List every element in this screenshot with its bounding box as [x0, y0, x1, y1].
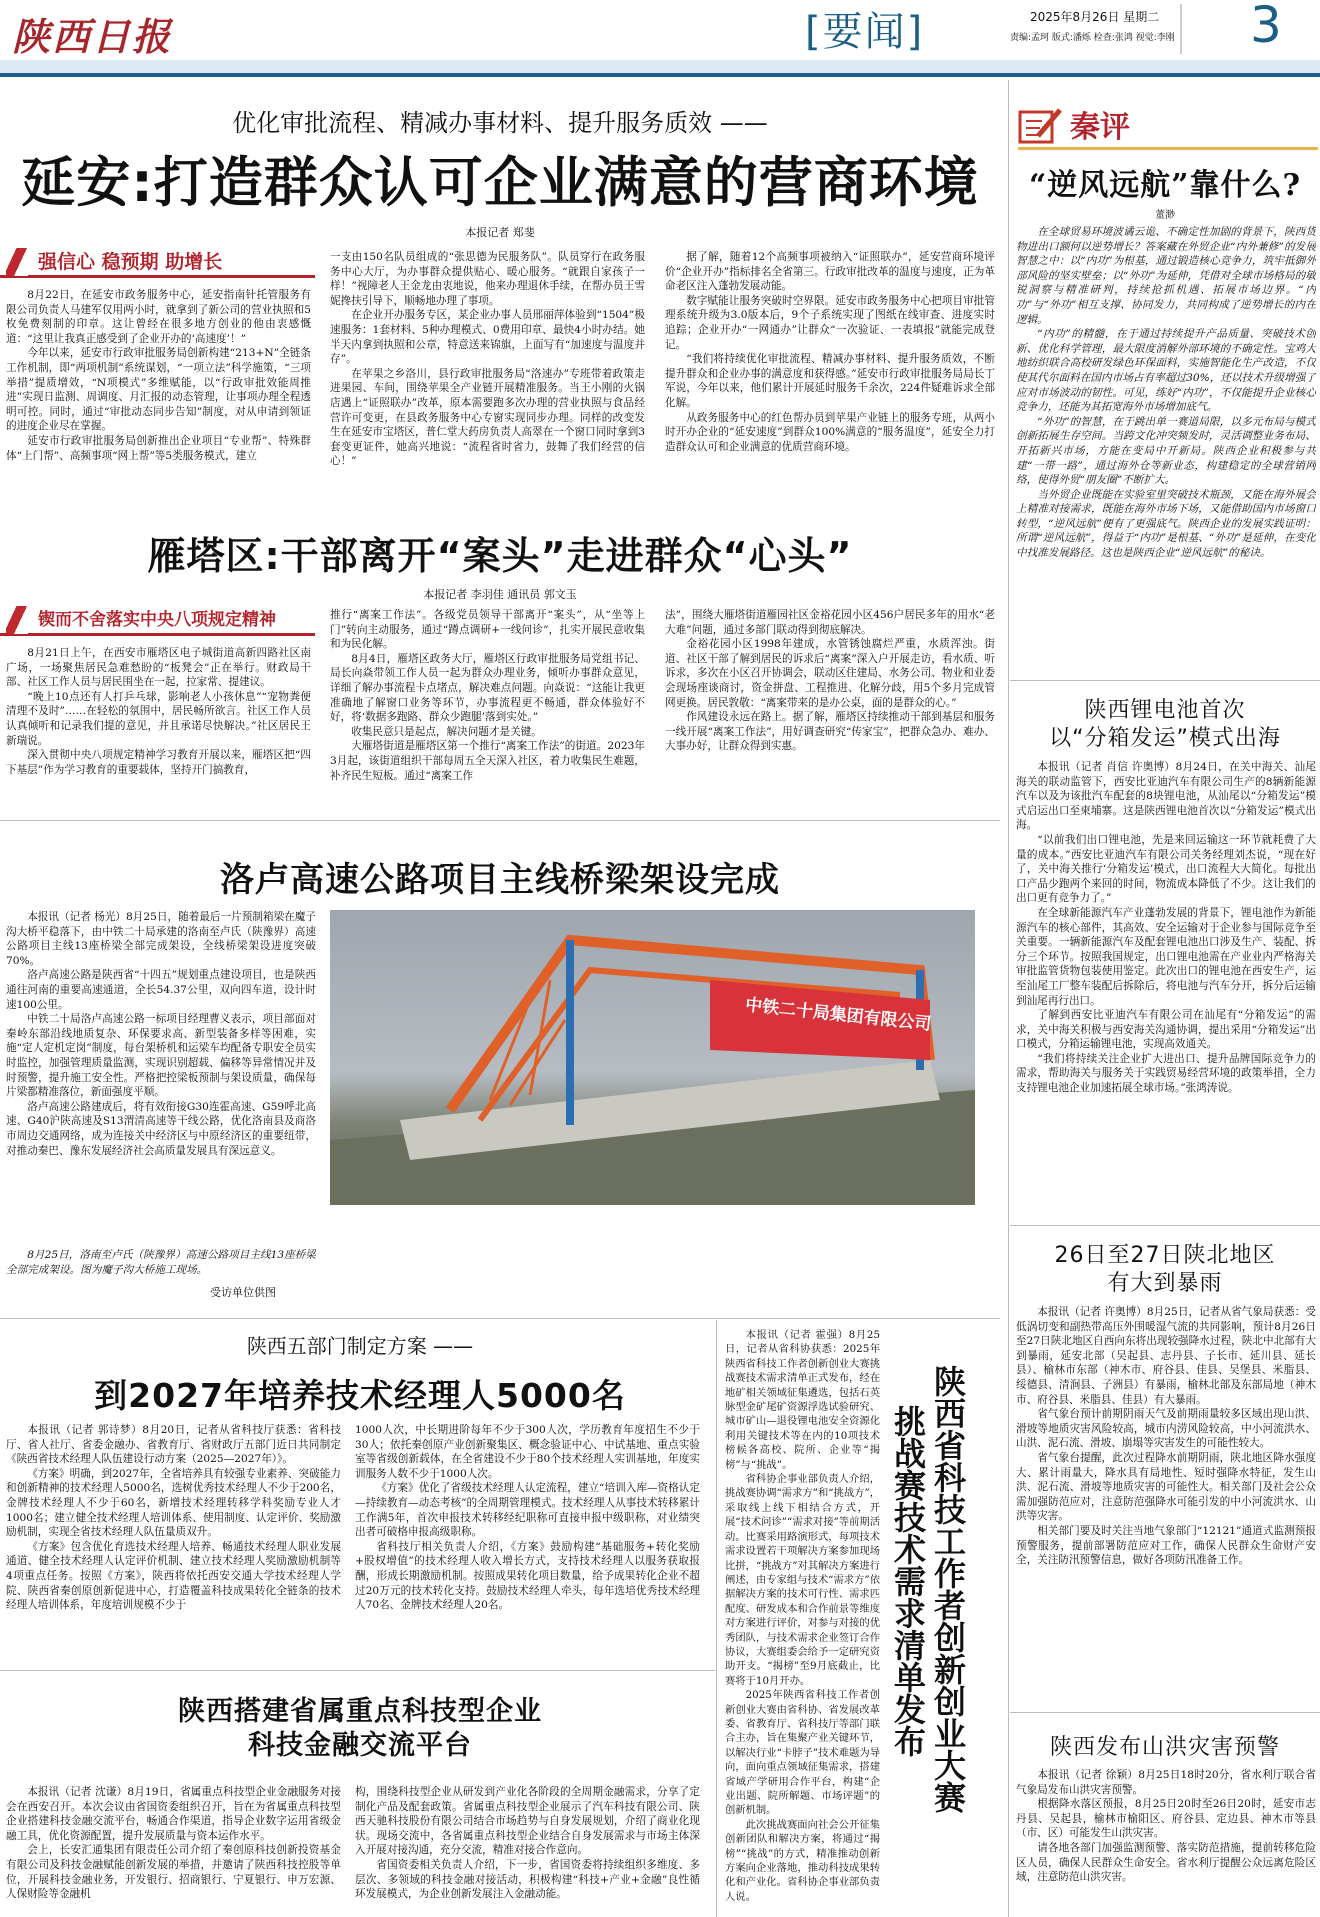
article-column — [665, 608, 995, 806]
paragraph: 根据降水落区预报，8月25日20时至26日20时，延安市志丹县、吴起县，榆林市榆阳区、府谷县、定边县、神木市等县（市、区）可能发生山洪灾害。 — [1016, 1798, 1316, 1840]
paragraph: 洛卢高速公路建成后，将有效衔接G30连霍高速、G59呼北高速、G40沪陕高速及S13渭清高速等干线公路，优化洛南县及商洛市周边交通网络，成为连接关中经济区与中原经济区的重要纽带，对推动秦巴、豫东发展经济社会高质量发展具有深远意义。 — [6, 1100, 316, 1157]
paragraph: 8月4日，雁塔区政务大厅，雁塔区行政审批服务局党组书记、局长向焱带领工作人员一起为群众办理业务，倾听办事群众意见，详细了解办事流程卡点堵点，解决难点问题。向焱说：“这能让我更准确地了解窗口业务等环节，办事流程更不畅通，群众体验好不好，将‘数据多跑路、群众少跑腿’落到实处。” — [330, 652, 645, 724]
paragraph: 《方案》包含优化育选技术经理人培养、畅通技术经理人职业发展通道、健全技术经理人认定评价机制、建立技术经理人奖励激励机制等4项重点任务。按照《方案》，陕西将依托西安交通大学技术经理人学院、陕西省秦创原创新促进中心，打造覆盖科技成果转化全链条的技术经理人培训体系，年度培训规模不少于 — [6, 1540, 341, 1612]
pen-notepad-icon — [1018, 106, 1064, 146]
paragraph: 当外贸企业既能在实验室里突破技术瓶颈，又能在海外展会上精准对接需求，既能在海外市场下场，又能借助国内市场窗口转型，“逆风远航”便有了更强底气。陕西企业的发展实践证明：所谓“逆风远航”，得益于“内功”是根基、“外功”是延伸，在变化中找准发展路径。这也是陕西企业“逆风远航”的秘诀。 — [1016, 488, 1316, 560]
paragraph: 本报讯（记者 沈谦）8月19日，省属重点科技型企业金融服务对接会在西安召开。本次会议由省国资委组织召开，旨在为省属重点科技型企业搭建科技金融交流平台，畅通合作渠道，指导企业数字运用省级金融工具，优化资源配置，提升发展质量与资本运作水平。 — [6, 1786, 341, 1842]
divider — [1010, 1225, 1320, 1226]
paragraph: 《方案》明确，到2027年，全省培养具有较强专业素养、突破能力和创新精神的技术经理人5000名，选树优秀技术经理人不少于200名，金牌技术经理人不少于60名，新增技术经理转移学科奖励专业人才1000名；建立健全技术经理人培训体系、使用制度、认定评价、奖励激励机制，实现全省技术经理人队伍量质双升。 — [6, 1467, 341, 1539]
headline-line: 有大到暴雨 — [1107, 1271, 1223, 1296]
paragraph: 省科技厅相关负责人介绍，《方案》鼓励构建“基础服务+转化奖励+股权增值”的技术经理人收入增长方式，支持技术经理人以服务获取报酬，形成长期激励机制。按照成果转化项目数量，给予成果转化企业不超过20万元的技术转化支持。鼓励技术经理人牵头，每年选培优秀技术经理人70名、金牌技术经理人20名。 — [355, 1540, 700, 1612]
paragraph: 相关部门要及时关注当地气象部门“12121”通道式监测预报预警服务，提前部署防范应对工作，确保人民群众生命财产安全，关注防汛预警信息，做好各项防汛准备工作。 — [1016, 1524, 1316, 1567]
headline-line: 挑战赛技术需求清单发布 — [889, 1405, 927, 1757]
paragraph: 省科协企事业部负责人介绍，挑战赛协调“需求方”和“挑战方”，采取线上线下相结合方式，开展“技术问诊”“需求对接”等前期活动。比赛采用路演形式，每项技术需求设置若干项解决方案参加现场比拼，“挑战方”对其解决方案进行阐述，由专家组与技术“需求方”依据解决方案的技术可行性、需求匹配度、研发成本和合作前景等维度对方案进行评价，对参与对接的优秀团队，与技术需求企业签订合作协议，大赛组委会给予一定研究资助开支。“揭榜”至9月底截止，比赛将于10月开办。 — [725, 1473, 880, 1687]
paragraph: 省国资委相关负责人介绍，下一步，省国资委将持续组织多维度、多层次、多领域的科技金融对接活动，积极构建“科技+产业+金融”良性循环发展模式，为企业创新发展注入金融动能。 — [355, 1858, 700, 1901]
paragraph: 延安市行政审批服务局创新推出企业项目“专业帮”、特殊群体“上门帮”、高频事项“网上帮”等5类服务模式，建立 — [6, 434, 311, 462]
issue-date: 2025年8月26日 星期二 — [1030, 10, 1160, 24]
article-headline — [1010, 697, 1320, 753]
article-body — [1016, 225, 1316, 665]
article-byline: 本报记者 李羽佳 通讯员 郭文玉 — [423, 588, 577, 601]
paragraph: 从政务服务中心的红色帮办员到苹果产业链上的服务专班，从两小时开办企业的“延安速度”到群众100%满意的“服务温度”，延安全力打造群众认可和企业满意的优质营商环境。 — [665, 411, 995, 453]
headline-line: 陕西搭建省属重点科技型企业 — [178, 1696, 542, 1727]
paragraph: 收集民意只是起点，解决问题才是关键。 — [351, 725, 542, 738]
article-headline: “逆风远航”靠什么? — [1028, 168, 1302, 203]
headline-line: 陕西省科技工作者创新创业大赛 — [929, 1365, 967, 1813]
photo-banner-text: 中铁二十局集团有限公司 — [744, 995, 933, 1035]
article-column — [6, 646, 311, 806]
article-headline — [1010, 1242, 1320, 1298]
paragraph: 金裕花园小区1998年建成，水管锈蚀腐烂严重，水质浑浊。街道、社区干部了解到居民的诉求后“离案”深入户开展走访，看水质、听诉求，多次在小区召开协调会，联动区住建局、水务公司、物业和业委会现场座谈商讨，资金拼盘、工程推进、化解分歧，用5个多月完成管网更换。居民敦敬：“离案带来的是办公桌，面的是群众的心。” — [665, 638, 995, 709]
paragraph: 省气象台预计前期阴雨天气及前期雨量较多区域出现山洪、滑坡等地质灾害风险较高，城市内涝风险较高，中小河流洪水、山洪、泥石流、滑坡、崩塌等灾害发生的可能性较大。 — [1016, 1408, 1316, 1450]
article-column — [330, 250, 645, 478]
article-column — [355, 1423, 700, 1655]
paragraph: 在全球新能源汽车产业蓬勃发展的背景下，锂电池作为新能源汽车的核心部件，其高效、安全运输对于企业参与国际竞争至关重要。一辆新能源汽车及配套锂电池出口涉及生产、装配、拆分三个环节。按照我国规定，出口锂电池需在产业业内严格海关审批监管货物包装使用鉴定。此次出口的锂电池在西安生产，运至汕尾工厂整车装配后拆除后，将电池与汽车分开，拆分后运输到汕尾再行出口。 — [1016, 906, 1316, 1007]
section-tag: 锲而不舍落实中央八项规定精神 — [0, 606, 315, 636]
article-body — [1016, 1305, 1316, 1705]
header-divider — [1180, 4, 1182, 54]
paragraph: 洛卢高速公路是陕西省“十四五”规划重点建设项目，也是陕西通往河南的重要高速通道，全长54.37公里，双向四车道，设计时速100公里。 — [6, 969, 316, 1011]
paragraph: 本报讯（记者 徐颖）8月25日18时20分，省水利厅联合省气象局发布山洪灾害预警。 — [1016, 1769, 1316, 1796]
caption-text: 8月25日，洛南至卢氏（陕豫界）高速公路项目主线13座桥梁全部完成架设。图为魔子沟大桥施工现场。 — [6, 1249, 316, 1276]
paragraph: 推行“离案工作法”。各级党员领导干部离开“案头”，从“坐等上门”转向主动服务，通过“蹲点调研+一线问诊”，扎实开展民意收集和为民化解。 — [330, 609, 645, 651]
article-column — [6, 1785, 341, 1917]
headline-line: 26日至27日陕北地区 — [1054, 1243, 1276, 1268]
column-name: 秦评 — [1070, 110, 1130, 145]
headline-line: 陕西锂电池首次 — [1084, 698, 1246, 723]
paragraph: 一支由150名队员组成的“张思德为民服务队”。队员穿行在政务服务中心大厅，为办事群众提供贴心、暖心服务。“就跟自家孩子一样！”视障老人王金龙由衷地说，他来办理退休手续，在帮办员王雪妮搀扶引导下，顺畅地办理了事项。 — [330, 251, 645, 307]
column-divider — [1008, 80, 1009, 1917]
headline-line: 以“分箱发运”模式出海 — [1049, 726, 1281, 751]
paragraph: “内功”的精髓，在于通过持续提升产品质量、突破技术创新、优化科学管理，最大限度消解外部环境的不确定性。宝鸡大地纺织联合高校研发绿色环保面料，实施智能化生产改造，不仅使其代尔面料在国内市场占有率超过30%，还以技术升级增强了应对市场波动的韧性。可见，练好“内功”，不仅能提升企业核心竞争力，还能为其拓宽海外市场增加底气。 — [1016, 328, 1316, 414]
paragraph: 数字赋能让服务突破时空界限。延安市政务服务中心把项目审批管理系统升级为3.0版本后，9个子系统实现了图纸在线审查、进度实时追踪；企业开办“一网通办”让群众“一次验证、一表填报”就能完成登记。 — [665, 294, 995, 351]
paragraph: 构，围绕科技型企业从研发到产业化各阶段的全周期金融需求，分享了定制化产品及配套政策。省属重点科技型企业展示了汽车科技有限公司、陕西天驰科技股份有限公司结合市场趋势与自身发展规划，介绍了商业化现状。现场交流中，各省属重点科技型企业结合自身发展需求与市场主体深入开展对接沟通，充分交流，精准对接合作意向。 — [355, 1786, 700, 1857]
header-rule — [0, 73, 1320, 77]
article-headline: 陕西发布山洪灾害预警 — [1049, 1735, 1280, 1760]
paragraph: 在苹果之乡洛川，县行政审批服务局“洛速办”专班带着政策走进果园、车间，围绕苹果全产业链开展精准服务。当王小刚的火锅店遇上“证照联办”改革，原本需要跑多次办理的营业执照与食品经营许可变更，在县政务服务中心专窗实现同步办理。同样的改变发生在延安市宝塔区，普仁堂大药房负责人高翠在一个窗口同时拿到3套变更证件，她高兴地说：“流程省时省力，鼓舞了我们经营的信心！” — [330, 367, 645, 468]
paragraph: 8月21日上午，在西安市雁塔区电子城街道高新四路社区南广场，一场聚焦居民急难愁盼的“板凳会”正在举行。财政局干部、社区工作人员与居民围坐在一起，拉家常、提建议。 — [6, 647, 311, 689]
article-body — [1016, 1768, 1316, 1917]
article-kicker: 陕西五部门制定方案 —— — [246, 1334, 474, 1358]
divider — [1010, 1712, 1320, 1713]
newspaper-logo: 陕西日报 — [12, 14, 173, 59]
paragraph: 大雁塔街道是雁塔区第一个推行“离案工作法”的街道。2023年3月起，该街道组织干部每周五全天深入社区，着力收集民生难题，补齐民生短板。通过“离案工作 — [330, 740, 645, 782]
paragraph: “我们将持续优化审批流程、精减办事材料、提升服务质效，不断提升群众和企业办事的满意度和获得感。”延安市行政审批服务局局长丁军说，今年以来，他们累计开展延时服务千余次，224件疑难诉求全部化解。 — [665, 353, 995, 409]
bridge-construction-photo — [330, 910, 975, 1205]
paragraph: 了解到西安比亚迪汽车有限公司在汕尾有“分箱发运”的需求，关中海关积极与西安海关沟通协调，提出采用“分箱发运”出口模式，分箱运输锂电池，实现高效通关。 — [1016, 1009, 1316, 1051]
paragraph: 法”，围绕大雁塔街道雁园社区金裕花园小区456户居民多年的用水“老大难”问题，通过多部门联动得到彻底解决。 — [665, 609, 995, 636]
paragraph: 据了解，随着12个高频事项被纳入“证照联办”，延安营商环境评价“企业开办”指标排名全省第三。行政审批改革的温度与速度，正为革命老区注入蓬勃发展动能。 — [665, 251, 995, 293]
paragraph: 本报讯（记者 霍强）8月25日，记者从省科协获悉：2025年陕西省科技工作者创新创业大赛挑战赛技术需求清单正式发布，经在地矿相关领域征集遴选，包括石英脉型金矿尾矿资源浮选试验研究、城市矿山—退役锂电池安全资源化利用关键技术等在内的10项技术榜候各高校、院所、企业等“揭榜”与“挑战”。 — [725, 1329, 880, 1471]
paragraph: 在企业开办服务专区，某企业办事人员邢丽萍体验到“1504”极速服务：1套材料、5种办理模式、0费用印章、最快4小时办结。她半天内拿到执照和公章，特意送来锦旗，上面写有“加速度与温度并存”。 — [330, 309, 645, 366]
bridge-girder-erector-illustration — [330, 910, 975, 1205]
paragraph: 今年以来，延安市行政审批服务局创新构建“213+N”全链条工作机制，即“两项机制”系统谋划，“一项立法”科学施策，“三项举措”提质增效，“N项模式”多维赋能，以“行政审批效能周推进”实现日监测、周调度、月汇报的动态管理，让事项办理全程透明可控。同时，通过“审批动态同步告知”制度，对从申请到领证的进度企业尽在掌握。 — [6, 347, 311, 433]
article-body — [6, 910, 316, 1270]
photo-credit: 受访单位供图 — [210, 1286, 276, 1299]
paragraph: 本报讯（记者 郭诗梦）8月20日，记者从省科技厅获悉：省科技厅、省人社厅、省委金融办、省教育厅、省财政厅五部门近日共同制定《陕西省技术经理人队伍建设行动方案（2025—2027年）》。 — [6, 1424, 341, 1466]
divider — [0, 1670, 715, 1671]
editor-credits: 责编:孟珂 版式:潘烁 检查:张鸿 视觉:李刚 — [1010, 33, 1175, 43]
paragraph: 本报讯（记者 许奥博）8月25日，记者从省气象局获悉：受低涡切变和副热带高压外围暖湿气流的共同影响，预计8月26日至27日陕北地区自西向东将出现较强降水过程，陕北中北部有大到暴雨，延安北部（吴起县、志丹县、子长市、延川县、延长县）、榆林市东部（神木市、府谷县、佳县、吴堡县、米脂县、绥德县、清涧县、子洲县）有暴雨，榆林北部及东部局地（神木市、府谷县、米脂县、佳县）有大暴雨。 — [1016, 1306, 1316, 1406]
paragraph: 省气象台提醒，此次过程降水前期阴雨，陕北地区降水强度大、累计雨量大，降水具有局地性、短时强降水特征，发生山洪、泥石流、滑坡等地质灾害的可能性大。相关部门及社会公众需加强防范应对，注意防范强降水可能引发的中小河流洪水、山洪等灾害。 — [1016, 1451, 1316, 1523]
article-kicker: 优化审批流程、精减办事材料、提升服务质效 —— — [232, 109, 768, 137]
section-title: [要闻] — [805, 9, 925, 55]
paragraph: 此次挑战赛面向社会公开征集创新团队和解决方案，将通过“揭榜”“挑战”的方式，精准推动创新方案向企业落地，推动科技成果转化和产业化。省科协企事业部负责人说。 — [725, 1818, 880, 1903]
article-column — [355, 1785, 700, 1917]
paragraph: 本报讯（记者 肖信 许奥博）8月24日，在关中海关、汕尾海关的联动监管下，西安比亚迪汽车有限公司生产的8辆新能源汽车以及为该批汽车配套的8块锂电池，从汕尾以“分箱发运”模式启运出口至柬埔寨。这是陕西锂电池首次以“分箱发运”模式出海。 — [1016, 761, 1316, 832]
paragraph: 中铁二十局洛卢高速公路一标项目经理曹义表示，项目部面对秦岭东部沿线地质复杂、环保要求高、新型装备多样等困难，实施“定人定机定岗”制度，每台架桥机和运梁车均配备专职安全员实时监控，加强管理质量监测，实现识别超载、偏移等异常情况并及时预警，提升施工安全性。严格把控梁板预制与架设质量，确保每片梁都精准落位，新面强度平顺。 — [6, 1013, 316, 1099]
paragraph: 作风建设永远在路上。据了解，雁塔区持续推动干部到基层和服务一线开展“离案工作法”，用好调查研究“传家宝”，把群众急办、难办、大事办好，让群众得到实惠。 — [665, 711, 995, 753]
paragraph: “晚上10点还有人打乒乓球，影响老人小孩休息”“宠物粪便清理不及时”……在轻松的氛围中，居民畅所欲言。社区工作人员认真倾听和记录我们提的意见，并且承诺尽快解决。”社区居民王新瑞说。 — [6, 690, 311, 747]
divider — [716, 1320, 717, 1917]
paragraph: “我们将持续关注企业扩大进出口、提升品牌国际竞争力的需求，帮助海关与服务关于实践贸易经营环境的政策举措，全力支持锂电池企业加速拓展全球市场。”张鸿涛说。 — [1016, 1052, 1316, 1095]
paragraph: 深入贯彻中央八项规定精神学习教育开展以来，雁塔区把“四下基层”作为学习教育的重要载体，坚持开门搞教育， — [6, 749, 311, 776]
photo-caption — [6, 1248, 316, 1280]
divider — [1010, 680, 1320, 681]
article-column — [665, 250, 995, 478]
article-body — [725, 1328, 880, 1917]
article-column — [6, 288, 311, 478]
article-author: 董渺 — [1155, 210, 1175, 221]
paragraph: “外功”的智慧，在于跳出单一赛道局限，以多元布局与模式创新拓展生存空间。当跨文化冲突频发时，灵活调整业务布局、开拓新兴市场，方能在变局中开新局。陕西企业积极参与共建“一带一路”，通过海外仓等新业态，构建稳定的全球营销网络，使得外贸“朋友圈”不断扩大。 — [1016, 415, 1316, 487]
divider — [0, 820, 1000, 821]
paragraph: 会上，长安汇通集团有限责任公司介绍了秦创原科技创新投资基金有限公司及科技金融赋能创新发展的举措，并邀请了陕西科技控股等单位，开展科技金融业务，开发银行、招商银行、宁夏银行、申万宏源、人保财险等金融机 — [6, 1844, 341, 1901]
article-headline-vertical — [888, 1365, 968, 1885]
paragraph: 8月22日，在延安市政务服务中心，延安指南针托管服务有限公司负责人马建军仅用两小时，就拿到了新公司的营业执照和5枚免费刻制的印章。这让曾经在很多地方创业的他由衷感慨道：“这里让我真正感受到了企业开办的‘高速度’！” — [6, 289, 311, 345]
column-header — [1018, 100, 1318, 150]
paragraph: “以前我们出口锂电池，先是来回运输这一环节就耗费了大量的成本。”西安比亚迪汽车有限公司关务经理刘杰说，“现在好了，关中海关推行‘分箱发运’模式，出口流程大大简化。每批出口产品少跑两个来回的时间，物流成本降低了不少。这让我们的出口更有竞争力了。” — [1016, 833, 1316, 905]
paragraph: 本报讯（记者 杨光）8月25日，随着最后一片预制箱梁在魔子沟大桥平稳落下，由中铁二十局承建的洛南至卢氏（陕豫界）高速公路项目主线13座桥梁全部完成架设，全线桥梁架设进度突破70%。 — [6, 911, 316, 967]
paragraph: 《方案》优化了省级技术经理人认定流程，建立“培训入库—资格认定—持续教育—动态考核”的全周期管理模式。技术经理人从事技术转移累计工作满5年，首次申报技术转移经纪职称可直接申报中级职称，对业绩突出者可破格申报高级职称。 — [355, 1482, 700, 1539]
paragraph: 在全球贸易环境波谲云诡、不确定性加剧的背景下，陕西货物进出口额何以逆势增长？答案藏在外贸企业“内外兼修”的发展智慧之中：以“内功”为根基，通过锻造核心竞争力，筑牢抵御外部风险的坚实壁垒；以“外功”为延伸，凭借对全球市场格局的敏锐洞察与精准研判，持续抢抓机遇、拓展市场边界。“内功”与“外功”相互支撑、协同发力，共同构成了逆势增长的内在逻辑。 — [1016, 226, 1316, 326]
page-number: 3 — [1250, 0, 1282, 54]
article-body — [1016, 760, 1316, 1210]
article-headline: 延安:打造群众认可企业满意的营商环境 — [21, 151, 979, 214]
article-headline — [0, 1695, 720, 1763]
paragraph: 1000人次，中长期进阶每年不少于300人次，学历教育年度招生不少于30人；依托秦创原产业创新聚集区、概念验证中心、中试基地、重点实验室等省级创新载体，在全省建设不少于80个技术经理人实训基地，年度实训服务人数不少于1000人次。 — [355, 1424, 700, 1480]
paragraph: 请各地各部门加强监测预警、落实防范措施，提前转移危险区人员，确保人民群众生命安全。省水利厅提醒公众远离危险区域，注意防范山洪灾害。 — [1016, 1841, 1316, 1884]
divider — [0, 1318, 1000, 1319]
header-band — [0, 60, 1320, 73]
article-column — [6, 1423, 341, 1655]
paragraph: 2025年陕西省科技工作者创新创业大赛由省科协、省发展改革委、省教育厅、省科技厅等部门联合主办，旨在集聚产业关键环节，以解决行业“卡脖子”技术难题为导向，面向重点领域征集需求，搭建省域产学研用合作平台，构建“企业出题、院所解题、市场评题”的创新机制。 — [725, 1689, 880, 1817]
article-column — [330, 608, 645, 806]
headline-line: 科技金融交流平台 — [248, 1730, 472, 1761]
article-headline: 雁塔区:干部离开“案头”走进群众“心头” — [147, 534, 853, 578]
article-headline: 洛卢高速公路项目主线桥梁架设完成 — [220, 860, 780, 900]
article-byline: 本报记者 郑斐 — [465, 226, 535, 239]
article-headline: 到2027年培养技术经理人5000名 — [94, 1376, 626, 1415]
section-tag: 强信心 稳预期 助增长 — [0, 248, 315, 278]
